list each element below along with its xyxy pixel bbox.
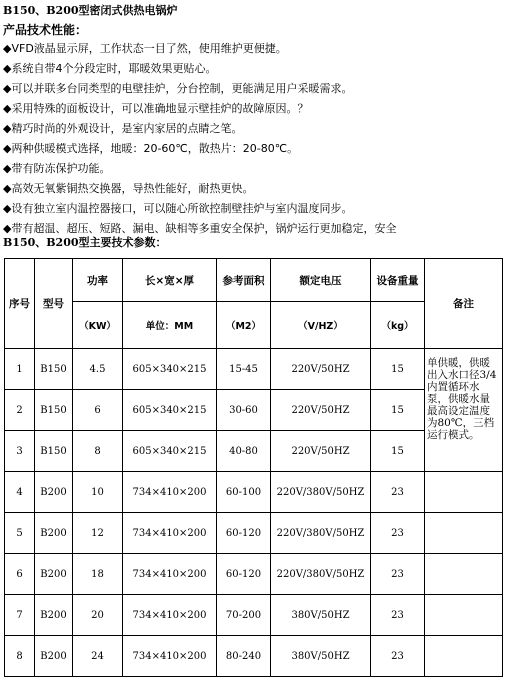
cell-voltage: 220V/380V/50HZ	[271, 554, 371, 595]
bullet-icon: ◆	[3, 122, 12, 135]
unit-weight: （kg）	[371, 302, 425, 349]
cell-power: 4.5	[73, 349, 123, 390]
col-header-weight: 设备重量	[371, 259, 425, 302]
table-row	[5, 513, 503, 554]
col-header-note: 备注	[425, 259, 503, 349]
cell-weight: 15	[371, 390, 425, 431]
cell-area: 60-120	[217, 513, 271, 554]
cell-power: 18	[73, 554, 123, 595]
cell-model: B150	[35, 390, 73, 431]
cell-power: 12	[73, 513, 123, 554]
cell-power: 10	[73, 472, 123, 513]
cell-index: 8	[5, 636, 35, 677]
empty-note-cell	[425, 595, 503, 636]
feature-item: ◆设有独立室内温控器接口，可以随心所欲控制壁挂炉与室内温度同步。	[3, 202, 353, 215]
cell-power: 8	[73, 431, 123, 472]
cell-area: 15-45	[217, 349, 271, 390]
cell-dimensions: 734×410×200	[123, 636, 217, 677]
unit-power: （KW）	[73, 302, 123, 349]
cell-dimensions: 605×340×215	[123, 349, 217, 390]
cell-dimensions: 734×410×200	[123, 513, 217, 554]
cell-index: 7	[5, 595, 35, 636]
bullet-icon: ◆	[3, 102, 12, 115]
cell-voltage: 220V/380V/50HZ	[271, 513, 371, 554]
feature-item: ◆带有超温、超压、短路、漏电、缺相等多重安全保护，锅炉运行更加稳定，安全	[3, 222, 397, 235]
bullet-icon: ◆	[3, 62, 12, 75]
cell-weight: 23	[371, 554, 425, 595]
cell-area: 30-60	[217, 390, 271, 431]
cell-index: 6	[5, 554, 35, 595]
cell-model: B200	[35, 513, 73, 554]
col-header-area: 参考面积	[217, 259, 271, 302]
col-header-index: 序号	[5, 259, 35, 349]
cell-weight: 15	[371, 431, 425, 472]
bullet-icon: ◆	[3, 182, 12, 195]
page-title: B150、B200型密闭式供热电锅炉	[3, 4, 178, 17]
cell-area: 60-120	[217, 554, 271, 595]
table-row	[5, 554, 503, 595]
cell-dimensions: 734×410×200	[123, 595, 217, 636]
cell-model: B200	[35, 595, 73, 636]
cell-voltage: 380V/50HZ	[271, 636, 371, 677]
features-heading: 产品技术性能：	[3, 23, 88, 37]
cell-power: 24	[73, 636, 123, 677]
cell-index: 2	[5, 390, 35, 431]
cell-index: 3	[5, 431, 35, 472]
spec-table	[4, 258, 503, 677]
cell-model: B150	[35, 431, 73, 472]
cell-voltage: 220V/50HZ	[271, 431, 371, 472]
bullet-icon: ◆	[3, 82, 12, 95]
cell-voltage: 220V/50HZ	[271, 349, 371, 390]
cell-area: 80-240	[217, 636, 271, 677]
cell-model: B200	[35, 554, 73, 595]
table-header-row	[5, 259, 503, 302]
cell-dimensions: 734×410×200	[123, 554, 217, 595]
cell-model: B200	[35, 636, 73, 677]
empty-note-cell	[425, 472, 503, 513]
cell-weight: 23	[371, 472, 425, 513]
col-header-dimensions: 长×宽×厚	[123, 259, 217, 302]
unit-area: （M2）	[217, 302, 271, 349]
col-header-power: 功率	[73, 259, 123, 302]
feature-item: ◆VFD液晶显示屏，工作状态一目了然，使用维护更便捷。	[3, 42, 287, 55]
table-title: B150、B200型主要技术参数：	[3, 236, 167, 249]
cell-dimensions: 734×410×200	[123, 472, 217, 513]
bullet-icon: ◆	[3, 42, 12, 55]
feature-item: ◆高效无氧紫铜热交换器，导热性能好，耐热更快。	[3, 182, 254, 195]
table-row	[5, 595, 503, 636]
table-row	[5, 472, 503, 513]
table-row	[5, 349, 503, 390]
cell-area: 40-80	[217, 431, 271, 472]
bullet-icon: ◆	[3, 142, 12, 155]
cell-index: 4	[5, 472, 35, 513]
empty-note-cell	[425, 554, 503, 595]
cell-index: 1	[5, 349, 35, 390]
cell-area: 70-200	[217, 595, 271, 636]
cell-weight: 23	[371, 595, 425, 636]
feature-item: ◆可以并联多台同类型的电壁挂炉，分台控制，更能满足用户采暖需求。	[3, 82, 353, 95]
feature-item: ◆系统自带4个分段定时，耶暖效果更贴心。	[3, 62, 217, 75]
unit-dimensions: 单位：MM	[123, 302, 217, 349]
empty-note-cell	[425, 513, 503, 554]
bullet-icon: ◆	[3, 202, 12, 215]
feature-item: ◆两种供暖模式选择，地暖：20-60℃，散热片：20-80℃。	[3, 142, 299, 155]
cell-area: 60-100	[217, 472, 271, 513]
col-header-model: 型号	[35, 259, 73, 349]
empty-note-cell	[425, 636, 503, 677]
cell-dimensions: 605×340×215	[123, 431, 217, 472]
cell-weight: 23	[371, 513, 425, 554]
feature-item: ◆采用特殊的面板设计，可以准确地显示壁挂炉的故障原因。？	[3, 102, 309, 115]
note-cell: 单供暖，供暖出入水口径3/4内置循环水泵，供暖水量最高设定温度为80℃，三档运行模式。	[425, 349, 503, 472]
feature-item: ◆精巧时尚的外观设计，是室内家居的点睛之笔。	[3, 122, 243, 135]
cell-model: B150	[35, 349, 73, 390]
table-row	[5, 636, 503, 677]
cell-model: B200	[35, 472, 73, 513]
cell-dimensions: 605×340×215	[123, 390, 217, 431]
cell-voltage: 380V/50HZ	[271, 595, 371, 636]
cell-voltage: 220V/50HZ	[271, 390, 371, 431]
unit-voltage: （V/HZ）	[271, 302, 371, 349]
bullet-icon: ◆	[3, 222, 12, 235]
features-list	[3, 39, 396, 239]
cell-power: 20	[73, 595, 123, 636]
cell-weight: 23	[371, 636, 425, 677]
cell-index: 5	[5, 513, 35, 554]
col-header-voltage: 额定电压	[271, 259, 371, 302]
feature-item: ◆带有防冻保护功能。	[3, 162, 111, 175]
cell-power: 6	[73, 390, 123, 431]
bullet-icon: ◆	[3, 162, 12, 175]
cell-voltage: 220V/380V/50HZ	[271, 472, 371, 513]
cell-weight: 15	[371, 349, 425, 390]
